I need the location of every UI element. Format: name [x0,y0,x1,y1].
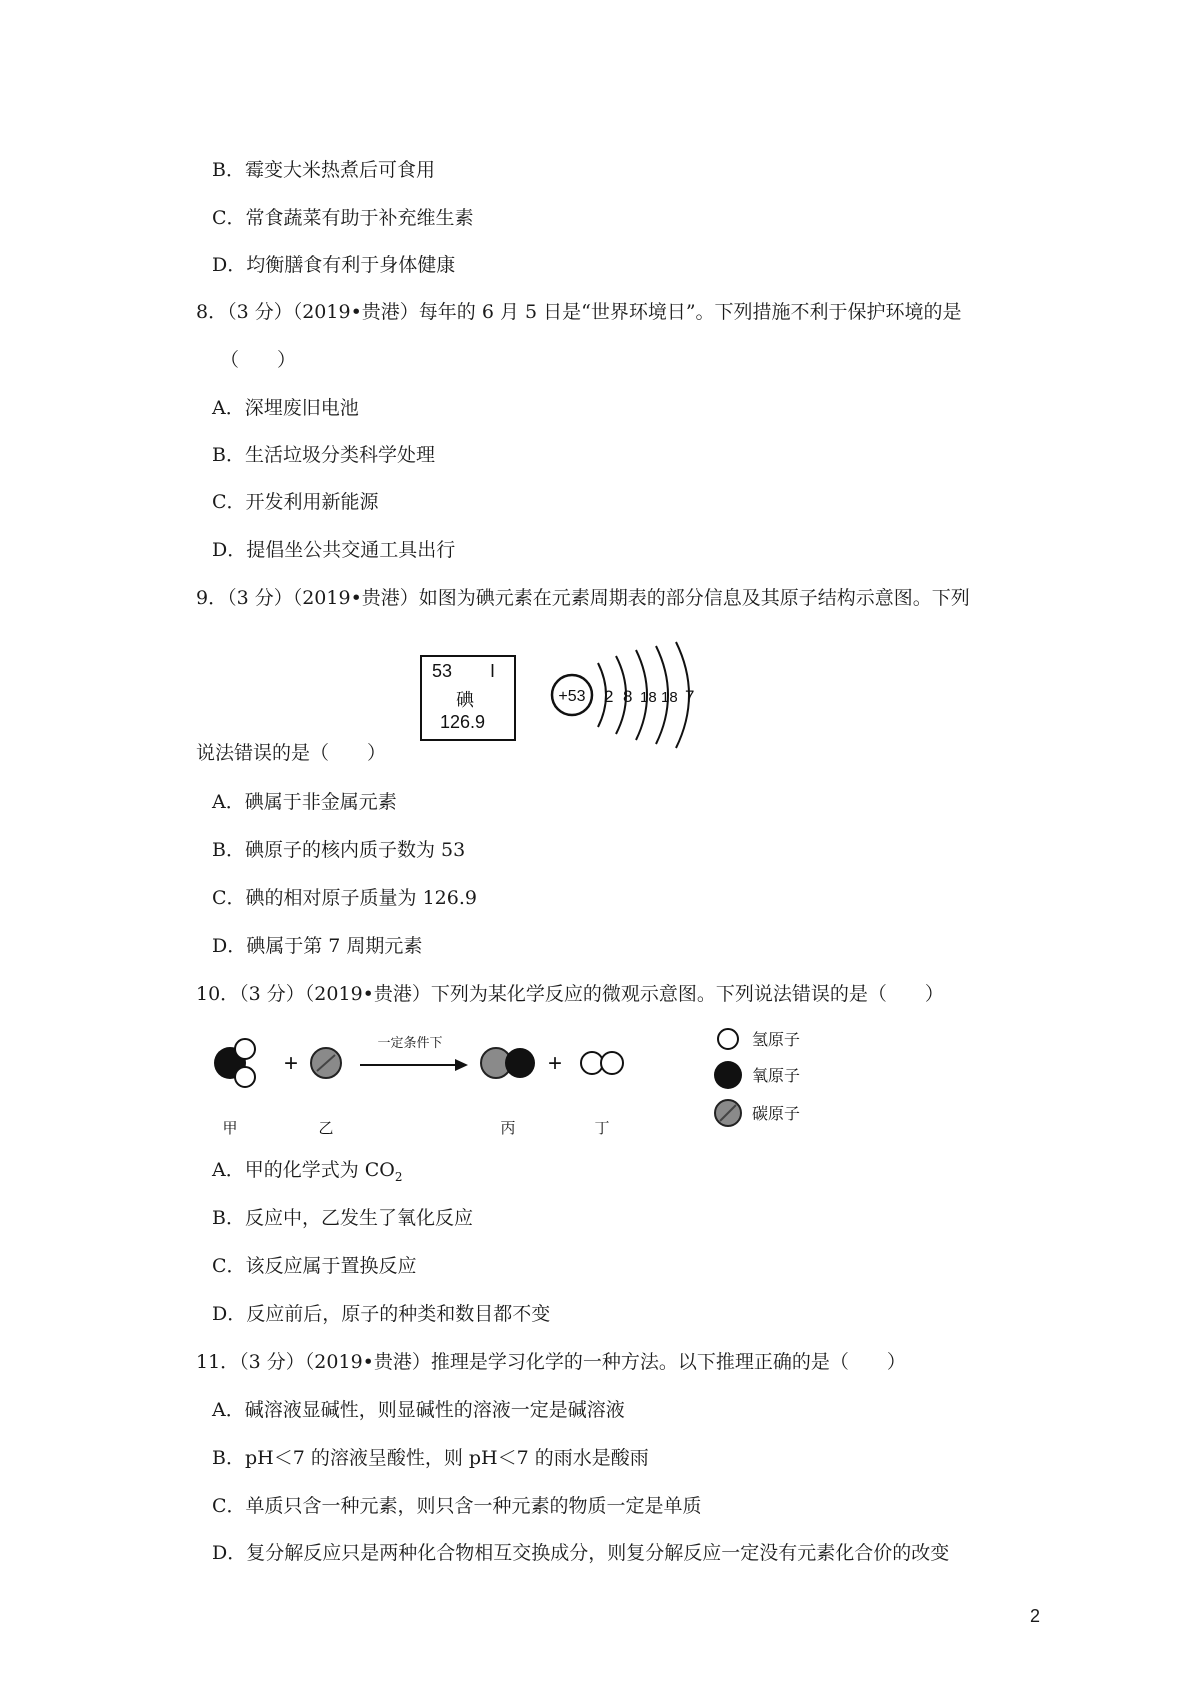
q9-option-b: B．碘原子的核内质子数为 53 [212,839,466,861]
label-jia: 甲 [222,1120,238,1137]
q11-stem: 11．（3 分）（2019•贵港）推理是学习化学的一种方法。以下推理正确的是（ ） [196,1351,906,1373]
q8-stem-cont: （ ） [220,349,297,371]
legend-oxygen-swatch [714,1061,742,1089]
q7-option-b: B．霉变大米热煮后可食用 [212,159,435,181]
shell-count-5: 7 [685,687,695,706]
q8-option-c: C．开发利用新能源 [212,491,379,513]
page-number: 2 [1029,1606,1040,1626]
q10-option-d: D．反应前后，原子的种类和数目都不变 [212,1303,551,1325]
molecule-jia-hydrogen-2 [235,1067,255,1087]
q11-option-c: C．单质只含一种元素，则只含一种元素的物质一定是单质 [212,1495,702,1517]
atomic-number: 53 [432,661,453,681]
element-name: 碘 [456,690,474,710]
shell-count-1: 2 [604,687,614,706]
molecule-jia-hydrogen-1 [235,1039,255,1059]
q7-option-c: C．常食蔬菜有助于补充维生素 [212,207,474,229]
nucleus-charge: +53 [558,688,586,705]
q8-option-d: D．提倡坐公共交通工具出行 [212,539,456,561]
q8-option-b: B．生活垃圾分类科学处理 [212,444,435,466]
shell-count-3: 18 [640,689,657,706]
shell-count-2: 8 [623,687,633,706]
legend-hydrogen-swatch [718,1029,738,1049]
shell-count-4: 18 [661,689,678,706]
q7-option-d: D．均衡膳食有利于身体健康 [212,254,456,276]
q10-stem: 10．（3 分）（2019•贵港）下列为某化学反应的微观示意图。下列说法错误的是（ ） [196,983,944,1005]
atom-structure-diagram [540,640,710,750]
molecule-bing-oxygen [505,1048,535,1078]
q9-stem: 9．（3 分）（2019•贵港）如图为碘元素在元素周期表的部分信息及其原子结构示意图。下列 [196,587,970,609]
element-symbol: I [490,661,496,681]
q9-option-a: A．碘属于非金属元素 [212,791,397,813]
reaction-condition: 一定条件下 [377,1035,443,1050]
molecule-ding-hydrogen-1 [581,1052,603,1074]
label-ding: 丁 [594,1120,610,1137]
label-yi: 乙 [318,1120,334,1137]
q10-option-b: B．反应中，乙发生了氧化反应 [212,1207,473,1229]
q10-option-a-text: A．甲的化学式为 CO [212,1159,395,1181]
legend-carbon-label: 碳原子 [752,1106,801,1123]
q11-option-b: B．pH＜7 的溶液呈酸性，则 pH＜7 的雨水是酸雨 [212,1447,649,1469]
molecule-ding-hydrogen-2 [601,1052,623,1074]
plus-sign-2: + [548,1050,563,1077]
legend-hydrogen-label: 氢原子 [752,1032,801,1049]
label-bing: 丙 [500,1120,516,1137]
q9-option-c: C．碘的相对原子质量为 126.9 [212,887,477,909]
q10-option-a [212,1158,403,1189]
atomic-mass: 126.9 [440,712,486,732]
iodine-element-cell [420,655,516,741]
legend-oxygen-label: 氧原子 [752,1068,801,1085]
q8-option-a: A．深埋废旧电池 [212,397,359,419]
q8-stem: 8．（3 分）（2019•贵港）每年的 6 月 5 日是“世界环境日”。下列措施不利于保护环境的是 [196,301,962,323]
q10-option-c: C．该反应属于置换反应 [212,1255,417,1277]
reaction-arrow-head [455,1059,468,1071]
plus-sign: + [284,1050,299,1077]
reaction-diagram [200,1025,850,1140]
q9-stem-cont: 说法错误的是（ ） [196,742,387,764]
q9-option-d: D．碘属于第 7 周期元素 [212,935,423,957]
q11-option-d: D．复分解反应只是两种化合物相互交换成分，则复分解反应一定没有元素化合价的改变 [212,1542,950,1564]
q11-option-a: A．碱溶液显碱性，则显碱性的溶液一定是碱溶液 [212,1399,625,1421]
q10-option-a-subscript: 2 [394,1169,403,1184]
